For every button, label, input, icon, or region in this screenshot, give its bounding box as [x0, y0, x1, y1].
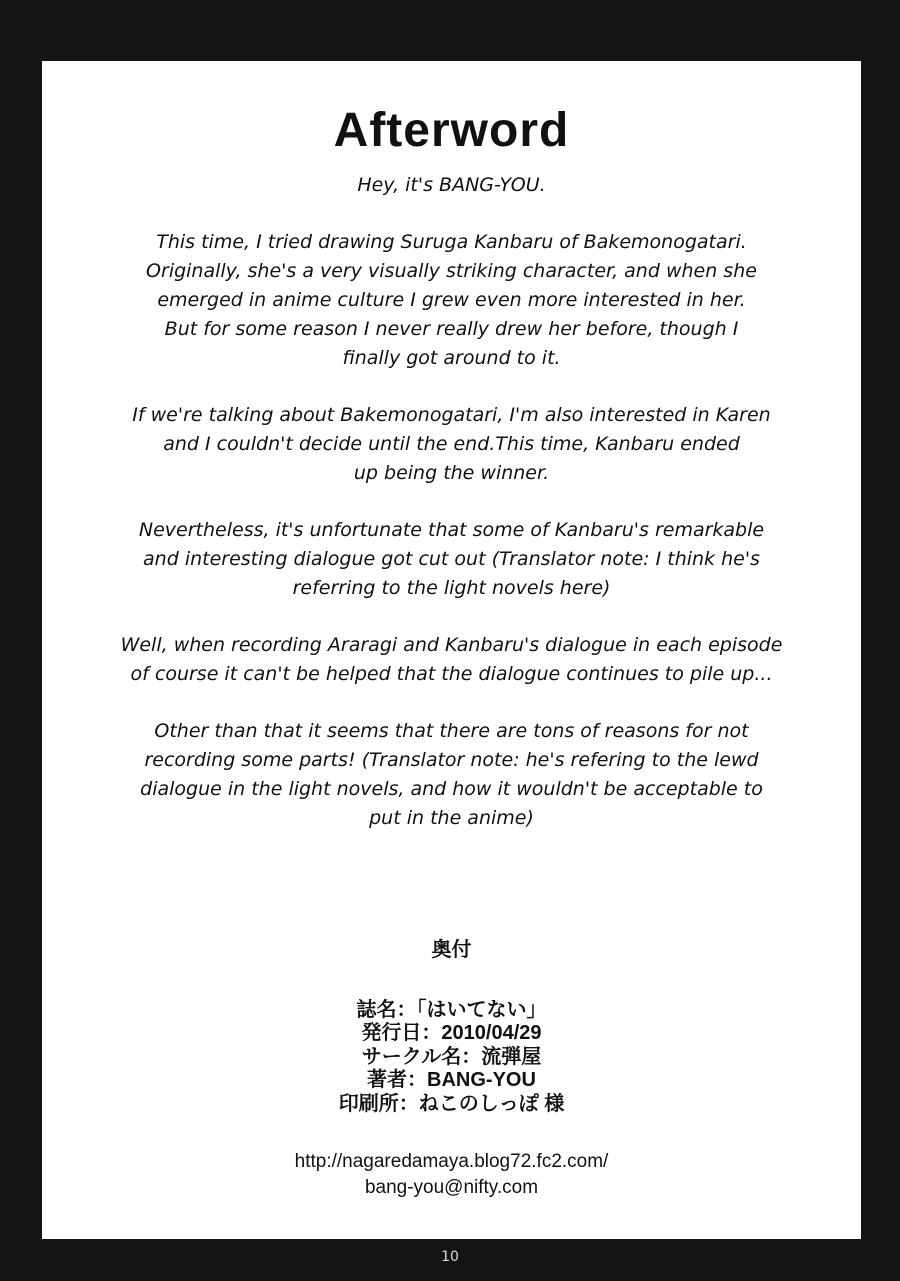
paragraph-greeting [42, 171, 861, 200]
text-line: Well, when recording Araragi and Kanbaru's dialogue in each episode [120, 633, 783, 656]
colophon-date: 発行日：2010/04/29 [361, 1022, 542, 1044]
text-line: up being the winner. [353, 461, 550, 484]
colophon [42, 939, 861, 1116]
text-line: Originally, she's a very visually striking character, and when she [146, 260, 757, 283]
paragraph-1 [42, 228, 861, 372]
text-line: of course it can't be helped that the dialogue continues to pile up... [130, 662, 773, 685]
text-line: Other than that it seems that there are tons of reasons for not [154, 720, 749, 743]
website-url: http://nagaredamaya.blog72.fc2.com/ [294, 1151, 609, 1172]
page-number: 10 [441, 1249, 459, 1265]
text-line: Nevertheless, it's unfortunate that some of Kanbaru's remarkable [138, 518, 765, 541]
colophon-title: 誌名：「はいてない」 [356, 998, 547, 1021]
paragraph-2 [42, 401, 861, 487]
colophon-author: 著者：BANG-YOU [367, 1069, 536, 1091]
text-line: finally got around to it. [342, 346, 561, 369]
text-line: This time, I tried drawing Suruga Kanbaru of Bakemonogatari. [156, 231, 747, 254]
text-line: dialogue in the light novels, and how it wouldn't be acceptable to [140, 777, 763, 800]
text-line: recording some parts! (Translator note: he's refering to the lewd [144, 748, 759, 771]
text-line: and interesting dialogue got cut out (Translator note: I think he's [143, 547, 760, 570]
paragraph-3 [42, 516, 861, 602]
text-line: referring to the light novels here) [292, 576, 611, 599]
document-page [42, 61, 861, 1239]
paragraph-4 [42, 631, 861, 689]
text-line: Hey, it's BANG-YOU. [357, 174, 546, 196]
colophon-printer: 印刷所：ねこのしっぽ 様 [338, 1092, 565, 1115]
afterword-body [42, 171, 861, 861]
paragraph-5 [42, 717, 861, 832]
text-line: If we're talking about Bakemonogatari, I'm also interested in Karen [132, 403, 771, 426]
colophon-heading: 奥付 [431, 939, 472, 961]
contact-info [42, 1149, 861, 1201]
text-line: But for some reason I never really drew her before, though I [164, 317, 739, 340]
text-line: emerged in anime culture I grew even more interested in her. [157, 288, 746, 311]
email-address: bang-you@nifty.com [364, 1177, 539, 1198]
page-title: Afterword [333, 104, 570, 157]
text-line: and I couldn't decide until the end.This time, Kanbaru ended [163, 432, 740, 455]
text-line: put in the anime) [369, 806, 534, 829]
colophon-circle: サークル名：流弾屋 [361, 1045, 542, 1068]
